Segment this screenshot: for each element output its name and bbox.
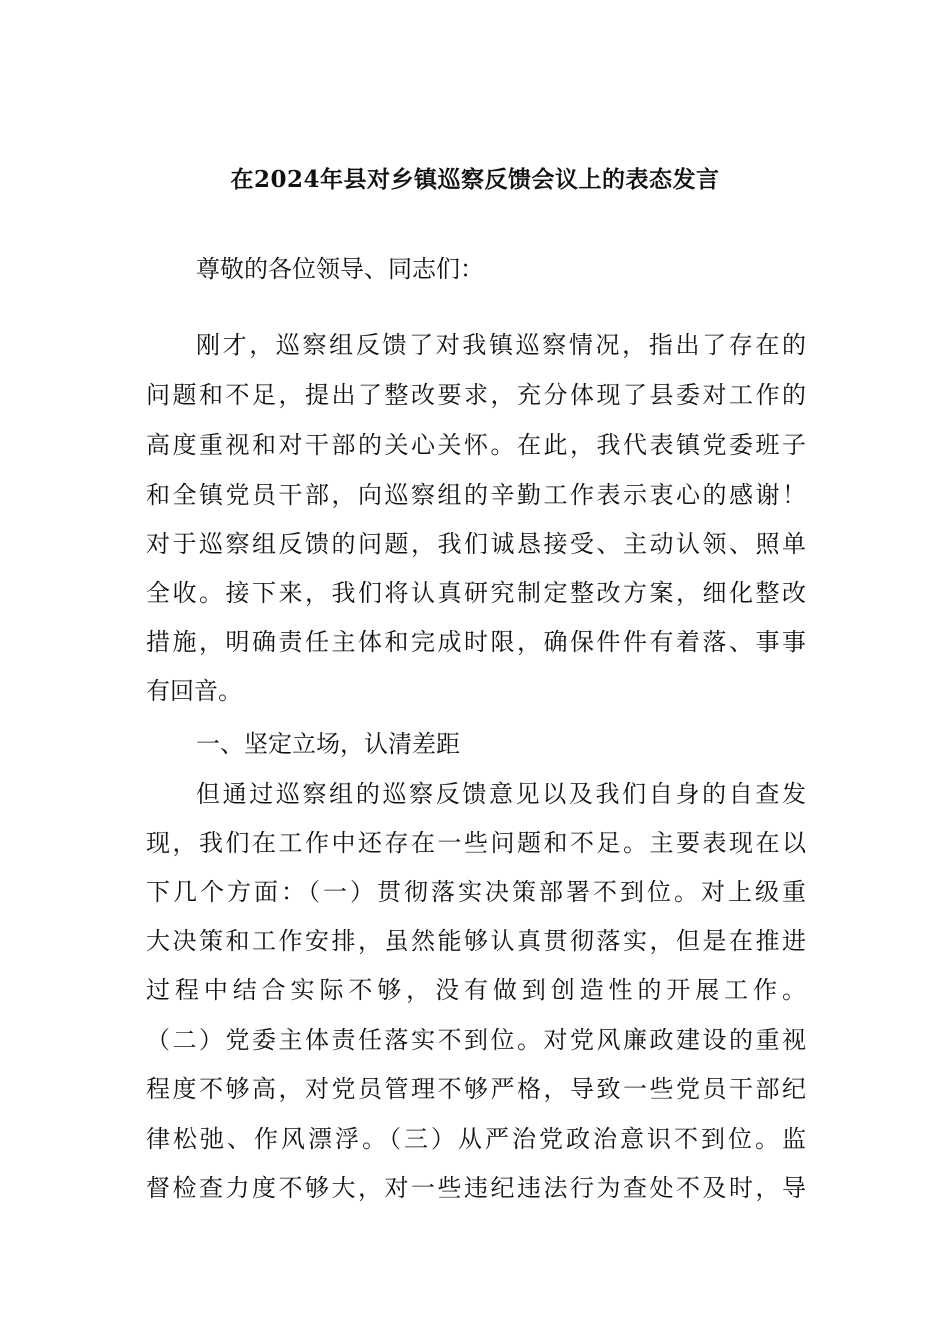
paragraph-line: 和全镇党员干部，向巡察组的辛勤工作表示衷心的感谢！	[146, 481, 806, 509]
paragraph-line: 刚才，巡察组反馈了对我镇巡察情况，指出了存在的	[196, 331, 806, 359]
paragraph-line: 问题和不足，提出了整改要求，充分体现了县委对工作的	[146, 381, 806, 409]
paragraph-line: 大决策和工作安排，虽然能够认真贯彻落实，但是在推进	[146, 927, 806, 955]
greeting-line: 尊敬的各位领导、同志们：	[196, 255, 484, 283]
section-heading: 一、坚定立场，认清差距	[196, 730, 460, 758]
paragraph-line: 下几个方面：（一）贯彻落实决策部署不到位。对上级重	[146, 878, 806, 906]
paragraph-line: （二）党委主体责任落实不到位。对党风廉政建设的重视	[146, 1026, 806, 1054]
paragraph-line: 律松弛、作风漂浮。（三）从严治党政治意识不到位。监	[146, 1125, 806, 1153]
paragraph-line: 过程中结合实际不够，没有做到创造性的开展工作。	[146, 976, 806, 1004]
paragraph-line: 对于巡察组反馈的问题，我们诚恳接受、主动认领、照单	[146, 530, 806, 558]
paragraph-line: 但通过巡察组的巡察反馈意见以及我们自身的自查发	[196, 780, 806, 808]
paragraph-line: 措施，明确责任主体和完成时限，确保件件有着落、事事	[146, 628, 806, 656]
paragraph-line: 有回音。	[146, 677, 242, 705]
paragraph-line: 全收。接下来，我们将认真研究制定整改方案，细化整改	[146, 579, 806, 607]
paragraph-line: 程度不够高，对党员管理不够严格，导致一些党员干部纪	[146, 1075, 806, 1103]
paragraph-line: 高度重视和对干部的关心关怀。在此，我代表镇党委班子	[146, 431, 806, 459]
paragraph-line: 督检查力度不够大，对一些违纪违法行为查处不及时，导	[146, 1174, 806, 1202]
paragraph-line: 现，我们在工作中还存在一些问题和不足。主要表现在以	[146, 829, 806, 857]
document-title: 在2024年县对乡镇巡察反馈会议上的表态发言	[230, 166, 720, 193]
